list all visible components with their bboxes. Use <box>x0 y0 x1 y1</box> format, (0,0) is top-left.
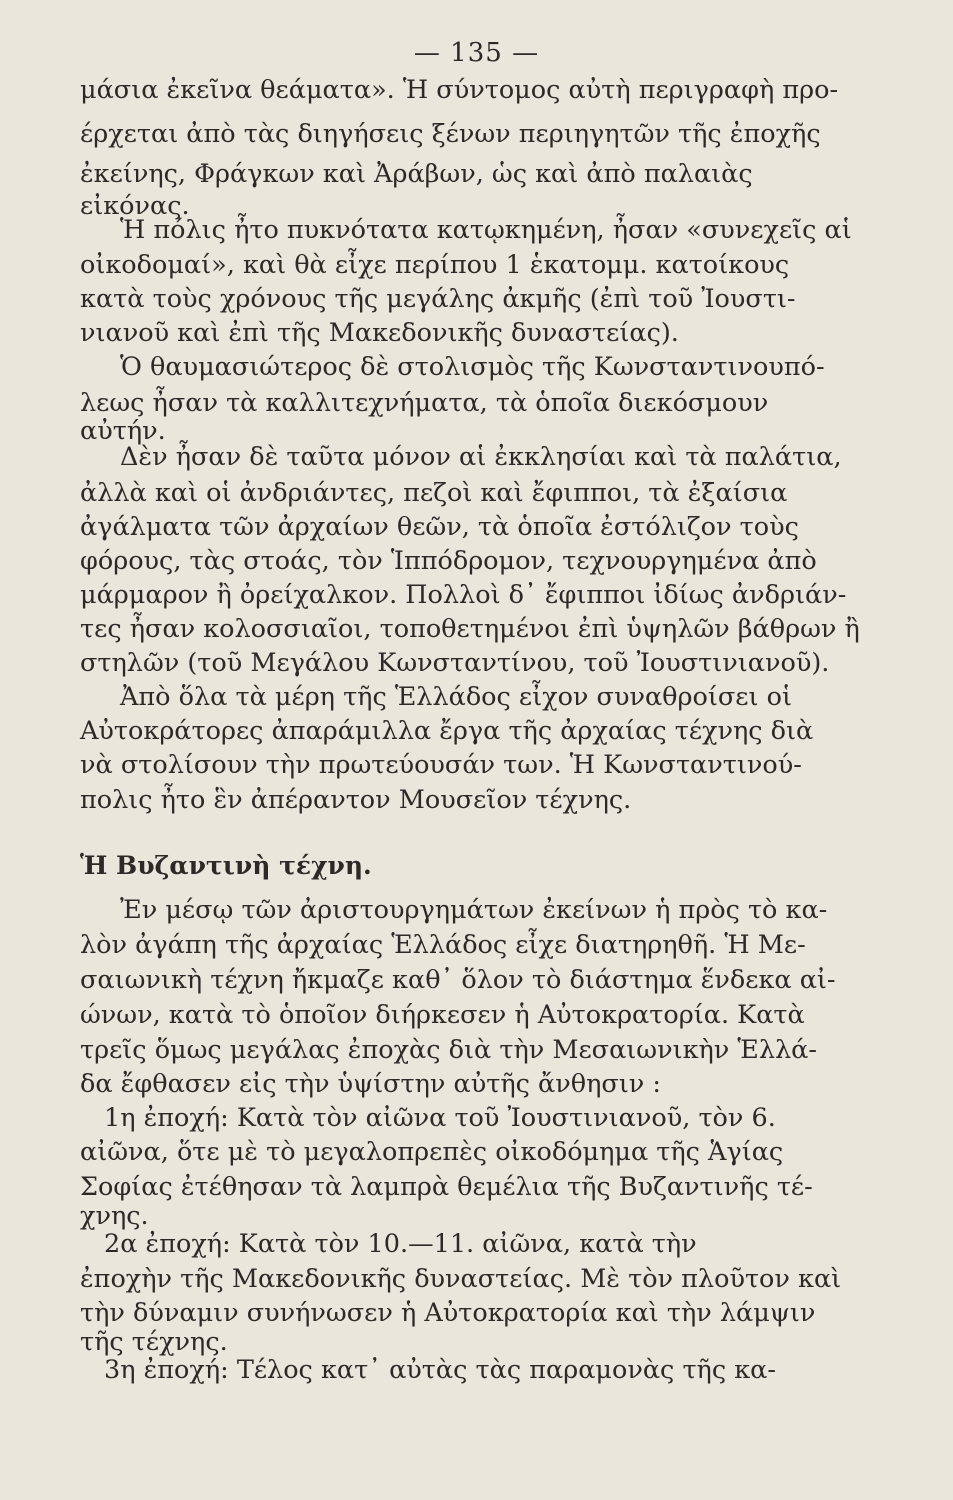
text-line: Ἀπὸ ὅλα τὰ μέρη τῆς Ἑλλάδος εἶχον συναθροίσει οἱ <box>120 682 792 712</box>
text-line: τὴν δύναμιν συνήνωσεν ἡ Αὐτοκρατορία καὶ τὴν λάμψιν <box>80 1298 816 1328</box>
text-line: αἰῶνα, ὅτε μὲ τὸ μεγαλοπρεπὲς οἰκοδόμημα τῆς Ἁγίας <box>80 1137 784 1167</box>
text-line: δα ἔφθασεν εἰς τὴν ὑψίστην αὐτῆς ἄνθησιν : <box>80 1069 661 1099</box>
text-line: 3η ἐποχή: Τέλος κατ᾽ αὐτὰς τὰς παραμονὰς τῆς κα- <box>104 1355 776 1385</box>
text-line: ἐκείνης, Φράγκων καὶ Ἀράβων, ὡς καὶ ἀπὸ παλαιὰς <box>80 159 753 189</box>
text-line: ἀγάλματα τῶν ἀρχαίων θεῶν, τὰ ὁποῖα ἐστόλιζον τοὺς <box>80 512 799 542</box>
text-line: Ἐν μέσῳ τῶν ἀριστουργημάτων ἐκείνων ἡ πρὸς τὸ κα- <box>120 895 828 925</box>
text-line: Δὲν ἦσαν δὲ ταῦτα μόνον αἱ ἐκκλησίαι καὶ τὰ παλάτια, <box>120 442 842 472</box>
text-line: λὸν ἀγάπη τῆς ἀρχαίας Ἑλλάδος εἶχε διατηρηθῆ. Ἡ Με- <box>80 930 806 960</box>
text-line: μάσια ἐκεῖνα θεάματα». Ἡ σύντομος αὐτὴ περιγραφὴ προ- <box>80 75 839 105</box>
text-line: εἰκόνας. <box>80 191 190 221</box>
text-line: μάρμαρον ἢ ὀρείχαλκον. Πολλοὶ δ᾽ ἔφιπποι ἰδίως ἀνδριάν- <box>80 580 847 610</box>
text-line: οἰκοδομαί», καὶ θὰ εἶχε περίπου 1 ἑκατομμ. κατοίκους <box>80 250 790 280</box>
text-line: ἀλλὰ καὶ οἱ ἀνδριάντες, πεζοὶ καὶ ἔφιπποι, τὰ ἐξαίσια <box>80 478 788 508</box>
text-line: 2α ἐποχή: Κατὰ τὸν 10.—11. αἰῶνα, κατὰ τὴν <box>104 1229 697 1259</box>
text-line: τῆς τέχνης. <box>80 1327 228 1357</box>
section-heading: Ἡ Βυζαντινὴ τέχνη. <box>80 851 372 880</box>
text-line: Ὁ θαυμασιώτερος δὲ στολισμὸς τῆς Κωνσταντινουπό- <box>120 352 825 382</box>
text-line: τες ἦσαν κολοσσιαῖοι, τοποθετημένοι ἐπὶ ὑψηλῶν βάθρων ἢ <box>80 614 860 644</box>
text-line: Αὐτοκράτορες ἀπαράμιλλα ἔργα τῆς ἀρχαίας τέχνης διὰ <box>80 716 814 746</box>
text-line: ώνων, κατὰ τὸ ὁποῖον διήρκεσεν ἡ Αὐτοκρατορία. Κατὰ <box>80 1000 805 1030</box>
text-line: πολις ἦτο ἓν ἀπέραντον Μουσεῖον τέχνης. <box>80 785 632 815</box>
text-line: ἐποχὴν τῆς Μακεδονικῆς δυναστείας. Μὲ τὸν πλοῦτον καὶ <box>80 1264 842 1294</box>
text-line: νιανοῦ καὶ ἐπὶ τῆς Μακεδονικῆς δυναστείας). <box>80 318 679 348</box>
text-line: νὰ στολίσουν τὴν πρωτεύουσάν των. Ἡ Κωνσταντινού- <box>80 750 802 780</box>
text-line: Ἡ πόλις ἦτο πυκνότατα κατῳκημένη, ἦσαν «συνεχεῖς αἱ <box>120 215 852 245</box>
text-line: κατὰ τοὺς χρόνους τῆς μεγάλης ἀκμῆς (ἐπὶ τοῦ Ἰουστι- <box>80 284 796 314</box>
page-number: — 135 — <box>413 38 540 68</box>
text-line: στηλῶν (τοῦ Μεγάλου Κωνσταντίνου, τοῦ Ἰουστινιανοῦ). <box>80 648 830 678</box>
text-line: 1η ἐποχή: Κατὰ τὸν αἰῶνα τοῦ Ἰουστινιανοῦ, τὸν 6. <box>104 1103 776 1133</box>
text-line: λεως ἦσαν τὰ καλλιτεχνήματα, τὰ ὁποῖα διεκόσμουν <box>80 388 769 418</box>
text-line: φόρους, τὰς στοάς, τὸν Ἱππόδρομον, τεχνουργημένα ἀπὸ <box>80 546 817 576</box>
text-line: έρχεται ἀπὸ τὰς διηγήσεις ξένων περιηγητῶν τῆς ἐποχῆς <box>80 119 821 149</box>
text-line: χνης. <box>80 1201 149 1231</box>
text-line: Σοφίας ἐτέθησαν τὰ λαμπρὰ θεμέλια τῆς Βυζαντινῆς τέ- <box>80 1172 813 1202</box>
text-line: τρεῖς ὅμως μεγάλας ἐποχὰς διὰ τὴν Μεσαιωνικὴν Ἑλλά- <box>80 1035 818 1065</box>
text-line: σαιωνικὴ τέχνη ἤκμαζε καθ᾽ ὅλον τὸ διάστημα ἕνδεκα αἰ- <box>80 965 836 995</box>
text-line: αὐτήν. <box>80 416 166 446</box>
